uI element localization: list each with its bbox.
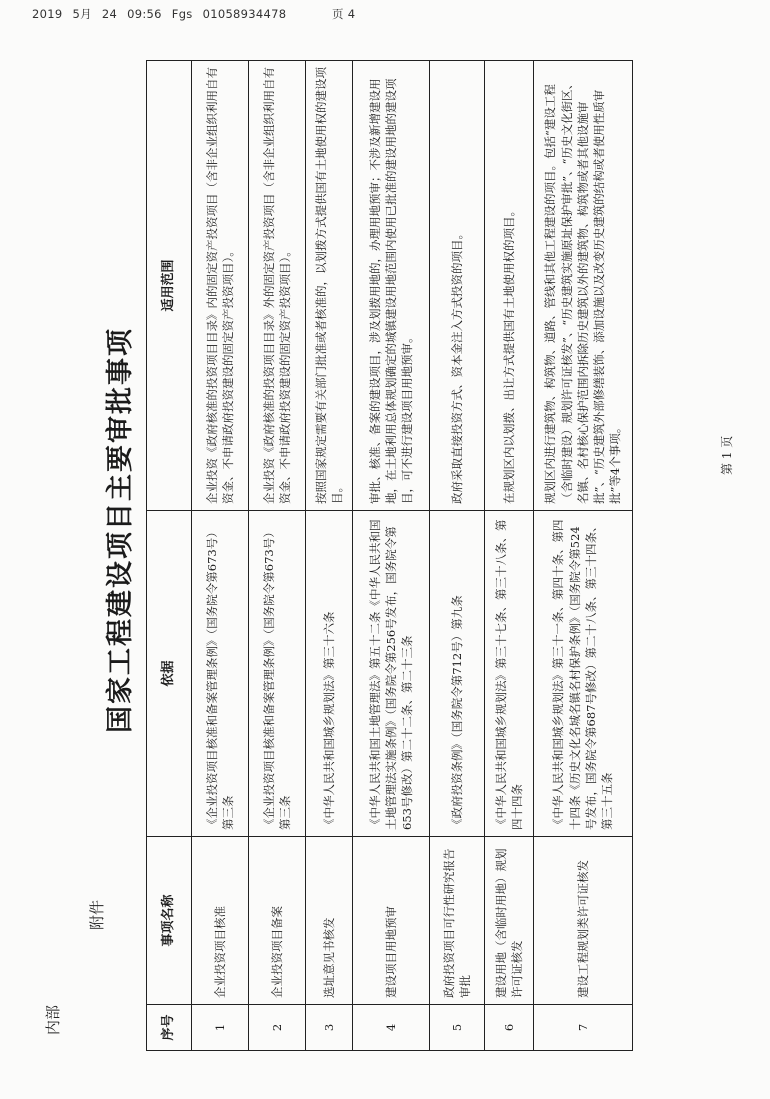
confidential-mark: 内部 xyxy=(44,1004,62,1035)
fax-page-label: 页 4 xyxy=(332,7,356,21)
fax-sender: Fgs xyxy=(171,7,193,21)
row-item: 建设项目用地预审 xyxy=(353,837,430,1005)
row-basis: 《中华人民共和国城乡规划法》第三十七条、第三十八条、第四十四条 xyxy=(485,511,534,837)
table-row xyxy=(353,61,430,1051)
row-item: 选址意见书核发 xyxy=(306,837,353,1005)
fax-number: 01058934478 xyxy=(202,7,287,21)
row-number: 1 xyxy=(192,1005,249,1051)
row-scope: 在规划区内以划拨、出让方式提供国有土地使用权的项目。 xyxy=(485,61,534,511)
fax-month: 5月 xyxy=(72,7,92,21)
row-number: 6 xyxy=(485,1005,534,1051)
row-scope: 按照国家规定需要有关部门批准或者核准的，以划拨方式提供国有土地使用权的建设项目。 xyxy=(306,61,353,511)
row-item: 建设工程规划类许可证核发 xyxy=(534,837,633,1005)
row-item: 企业投资项目备案 xyxy=(249,837,306,1005)
row-item: 建设用地（含临时用地）规划许可证核发 xyxy=(485,837,534,1005)
fax-header xyxy=(32,6,740,22)
row-basis: 《中华人民共和国土地管理法》第五十二条《中华人民共和国土地管理法实施条例》（国务院令第256号发布，国务院令第653号修改）第二十二条、第二十三条 xyxy=(353,511,430,837)
table-row xyxy=(430,61,485,1051)
row-number: 3 xyxy=(306,1005,353,1051)
fax-year: 2019 xyxy=(32,7,63,21)
row-basis: 《企业投资项目核准和备案管理条例》（国务院令第673号）第三条 xyxy=(192,511,249,837)
header-no: 序号 xyxy=(147,1005,192,1051)
page-footer: 第 1 页 xyxy=(720,435,734,475)
row-basis: 《企业投资项目核准和备案管理条例》（国务院令第673号）第三条 xyxy=(249,511,306,837)
row-number: 5 xyxy=(430,1005,485,1051)
row-basis: 《中华人民共和国城乡规划法》第三十一条、第四十条、第四十四条《历史文化名城名镇名村保护条例》（国务院令第524号发布，国务院令第687号修改）第二十八条、第三十四条、第三十五条 xyxy=(534,511,633,837)
attachment-label: 附件 xyxy=(88,899,106,930)
rotated-document xyxy=(28,35,768,1075)
row-item: 政府投资项目可行性研究报告审批 xyxy=(430,837,485,1005)
row-scope: 企业投资《政府核准的投资项目目录》内的固定资产投资项目（含非企业组织利用自有资金、不申请政府投资建设的固定资产投资项目）。 xyxy=(192,61,249,511)
row-scope: 审批、核准、备案的建设项目，涉及划拨用地的，办理用地预审；不涉及新增建设用地，在土地利用总体规划确定的城镇建设用地范围内使用已批准的建设用地的建设项目，可不进行建设项目用地预审。 xyxy=(353,61,430,511)
row-number: 4 xyxy=(353,1005,430,1051)
approval-items-table xyxy=(146,60,633,1051)
row-item: 企业投资项目核准 xyxy=(192,837,249,1005)
header-basis: 依据 xyxy=(147,511,192,837)
fax-day: 24 xyxy=(101,7,118,21)
row-basis: 《中华人民共和国城乡规划法》第三十六条 xyxy=(306,511,353,837)
table-row xyxy=(485,61,534,1051)
fax-time: 09:56 xyxy=(127,7,162,21)
document-title: 国家工程建设项目主要审批事项 xyxy=(105,327,136,733)
row-basis: 《政府投资条例》（国务院令第712号）第九条 xyxy=(430,511,485,837)
fax-header-left xyxy=(32,6,286,22)
header-item: 事项名称 xyxy=(147,837,192,1005)
table-header-row xyxy=(147,61,192,1051)
table-row xyxy=(249,61,306,1051)
header-scope: 适用范围 xyxy=(147,61,192,511)
row-number: 2 xyxy=(249,1005,306,1051)
row-scope: 政府采取直接投资方式、资本金注入方式投资的项目。 xyxy=(430,61,485,511)
row-scope: 规划区内进行建筑物、构筑物、道路、管线和其他工程建设的项目。包括“建设工程（含临时建设）规划许可证核发”、“历史建筑实施原址保护审批”、“历史文化街区、名镇、名村核心保护范围内拆除历史建筑以外的建筑物、构筑物或者其他设施审批”、“历史建筑外部修缮装饰、添加设施以及改变历史建筑的结构或者使用性质审批”等4个事项。 xyxy=(534,61,633,511)
row-scope: 企业投资《政府核准的投资项目目录》外的固定资产投资项目（含非企业组织利用自有资金、不申请政府投资建设的固定资产投资项目）。 xyxy=(249,61,306,511)
table-row xyxy=(192,61,249,1051)
row-number: 7 xyxy=(534,1005,633,1051)
table-row xyxy=(534,61,633,1051)
table-row xyxy=(306,61,353,1051)
